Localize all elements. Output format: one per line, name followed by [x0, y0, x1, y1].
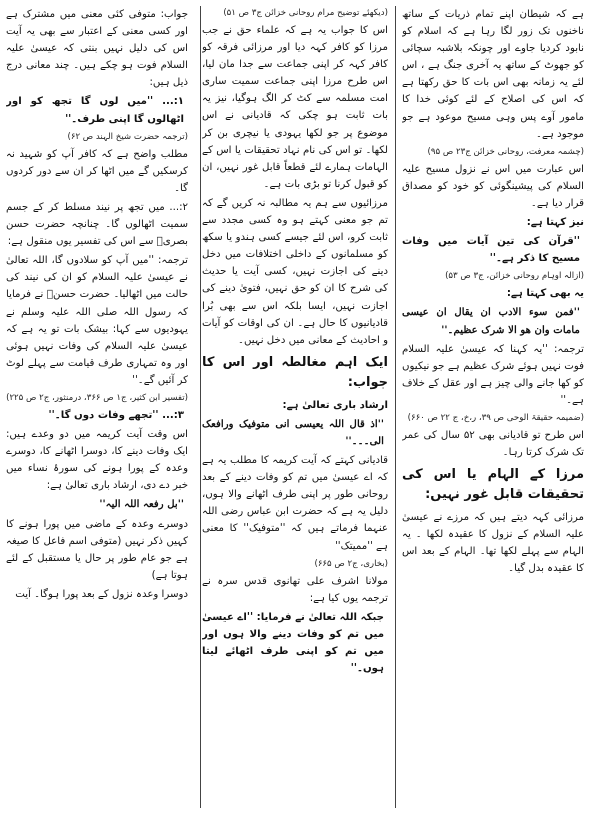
arabic-quotation: ''اذ قال اللہ یعیسی انی متوفیک ورافعک الی۔۔۔'': [202, 417, 384, 447]
column-divider: [395, 6, 396, 808]
paragraph: اس طرح تو قادیانی بھی ۵۲ سال کی عمر تک شرک کرتا رہا۔: [402, 429, 584, 459]
quotation: ''قرآن کی تین آیات میں وفات مسیح کا ذکر ہے۔'': [402, 236, 580, 265]
column-right: [402, 6, 584, 808]
arabic-quotation: ''بل رفعہ اللہ الیہ'': [99, 498, 184, 511]
lead-in-label: یہ بھی کہتا ہے:: [506, 288, 584, 300]
section-heading: ایک اہم مغالطہ اور اس کا جواب:: [202, 354, 388, 390]
column-left: [6, 6, 188, 808]
quotation: ۳:... ''تجھے وفات دوں گا۔'': [48, 409, 184, 421]
paragraph: دوسرا وعدہ نزول کے بعد پورا ہوگا۔ آیت: [15, 588, 188, 600]
paragraph: اس وقت آیت کریمہ میں دو وعدے ہیں: ایک وفات دینے کا، دوسرا اٹھانے کا، دوسرے وعدہ کے پورا ہونے کی سورۂ نساء میں خبر دے دی، ارشاد باری تعالیٰ ہے:: [6, 429, 188, 492]
citation: (ازالہ اوہام روحانی خزائن، ج۳ ص ۵۳): [445, 271, 584, 282]
quotation: ۱:... ''میں لوں گا تجھ کو اور اٹھالوں گا اپنی طرف۔'': [6, 96, 184, 125]
arabic-quotation: ''فمن سوء الادب ان یقال ان عیسی مامات وان ھو الا شرک عظیم۔'': [402, 306, 580, 336]
lead-in-label: نیز کہتا ہے:: [526, 217, 584, 229]
citation: (دیکھئے توضیح مرام روحانی خزائن ج۳ ص ۵۱): [223, 8, 388, 18]
paragraph: مطلب واضح ہے کہ کافر آپ کو شہید نہ کرسکیں گے میں اٹھا کر ان سے دور کردوں گا۔: [6, 148, 188, 194]
paragraph: ہے کہ شیطان اپنے تمام ذریات کے ساتھ ناخنوں تک زور لگا رہا ہے کہ اسلام کو نابود کردیا جاوے اور چونکہ بلاشبہ سچائی کو جھوٹ کے ساتھ یہ آخری جنگ ہے ، اس لئے یہ زمانہ بھی اس بات کا حق رکھتا ہے کہ اس کی اصلاح کے لئے کوئی خدا کا مامور آوے پس وہی مسیح موعود ہے جو موجود ہے۔: [402, 9, 584, 140]
citation: (ترجمہ حضرت شیخ الہند ص ۶۲): [67, 131, 188, 142]
column-divider: [200, 6, 201, 808]
paragraph: ترجمہ: ''میں آپ کو سلادوں گا، اللہ تعالیٰ نے عیسیٰ علیہ السلام کو ان کی نیند کی حالت میں اٹھالیا۔ حضرت حسنؒ نے فرمایا کہ رسول اللہ صلی اللہ علیہ وسلم نے یہودیوں سے کہا: بیشک بات تو یہ ہے کہ عیسیٰ علیہ السلام کی وفات نہیں ہوئی اور وہ تمہاری طرف قیامت سے پہلے لوٹ کر آئیں گے۔'': [6, 255, 188, 386]
paragraph: مولانا اشرف علی تھانوی قدس سرہ نے ترجمہ یوں کیا ہے:: [202, 575, 388, 604]
citation: (تفسیر ابن کثیر، ج۱ ص ۳۶۶، درمنثور، ج۲ ص ۲۲۵): [6, 392, 188, 403]
paragraph: دوسرے وعدہ کے ماضی میں پورا ہونے کا کہیں ذکر نہیں (متوفی اسم فاعل کا صیغہ ہے جو عام طور پر حال یا مستقبل کے لئے ہوتا ہے): [6, 518, 188, 581]
paragraph: اس عبارت میں اس نے نزول مسیح علیہ السلام کی پیشینگوئی کو خود کو مصداق قرار دیا ہے۔: [402, 163, 584, 209]
citation: (ضمیمہ حقیقۃ الوحی ص ۳۹، ر،خ، ج ۲۲ ص ۶۶۰): [407, 412, 584, 423]
section-heading: مرزا کے الہام یا اس کی تحقیقات قابل غور نہیں:: [402, 467, 584, 503]
lead-in-label: ارشاد باری تعالیٰ ہے:: [282, 399, 388, 411]
paragraph: ۲:... میں تجھ پر نیند مسلط کر کے جسم سمیت اٹھالوں گا۔ چنانچہ حضرت حسن بصریؒ سے اس کی تفسیر یوں منقول ہے:: [6, 201, 188, 248]
paragraph: اس کا جواب یہ ہے کہ علماء حق نے جب مرزا کو کافر کہہ دیا اور مرزائی فرقہ کو کافر کہہ کر اپنی جماعت سے جدا مان لیا، اس طرح مرزا اپنی جماعت سمیت ساری امت مسلمہ سے کٹ کر الگ ہوگیا، نیز یہ بات ثابت ہو چکی کہ قادیانی نے اس موضوع پر جو لکھا یہودی یا نیچری بن کر لکھا۔ تو اس کی نام نہاد تحقیقات یا اس کے الہامات ہمارے لئے قطعاً قابل غور نہیں، ان کو قبول کرنا تو بڑی بات ہے۔: [202, 25, 388, 190]
paragraph: مرزائی کہہ دیتے ہیں کہ مرزے نے عیسیٰ علیہ السلام کے نزول کا عقیدہ لکھا ۔ یہ الہام سے پہلے لکھا تھا۔ الہام کے بعد اس کا عقیدہ بدل گیا۔: [402, 512, 584, 575]
paragraph: قادیانی کہتے کہ آیت کریمہ کا مطلب یہ ہے کہ اے عیسیٰ میں تم کو وفات دینے کے بعد روحانی طور پر اپنی طرف اٹھانے والا ہوں، دلیل یہ ہے کہ حضرت ابن عباس رضی اللہ عنہما فرماتے ہیں کہ ''متوفیک'' کا معنی ہے ''ممیتک'': [202, 455, 388, 552]
column-middle: [202, 6, 388, 808]
paragraph: جواب: متوفی کئی معنی میں مشترک ہے اور کسی معنی کے اعتبار سے بھی یہ آیت اس کی دلیل نہیں بنتی کہ عیسیٰ علیہ السلام فوت ہو چکے ہیں۔ چند معانی درج ذیل ہیں:: [6, 9, 188, 89]
paragraph: مرزائیوں سے ہم یہ مطالبہ نہ کریں گے کہ تم جو معنی کہتے ہو وہ کسی مجدد سے ثابت کرو، اس لئے جیسے کسی ہندو یا سکھ کو مسلمانوں کے داخلی اختلافات میں دخل دینے کی اجازت نہیں، کسی آیت یا حدیث کی شرح کا ان کو حق نہیں، فتویٰ دینے کی اجازت نہیں، ایسا بلکہ اس سے بھی بُرا قادیانیوں کا حال ہے۔ ان کی اوقات کو آیات و احادیث کے معانی میں دخل نہیں۔: [202, 197, 388, 346]
citation: (چشمہ معرفت، روحانی خزائن ج۲۳ ص ۹۵): [427, 146, 584, 157]
paragraph: ترجمہ: ''یہ کہنا کہ عیسیٰ علیہ السلام فوت نہیں ہوئے شرک عظیم ہے جو نیکیوں کو کھا جانے والی چیز ہے اور عقل کے خلاف ہے۔'': [402, 343, 584, 406]
citation: (بخاری، ج۲ ص ۶۶۵): [314, 558, 388, 569]
quotation: جبکہ اللہ تعالیٰ نے فرمایا: ''اے عیسیٰ میں تم کو وفات دینے والا ہوں اور میں تم کو اپنی طرف اٹھائے لیتا ہوں۔'': [202, 611, 384, 675]
